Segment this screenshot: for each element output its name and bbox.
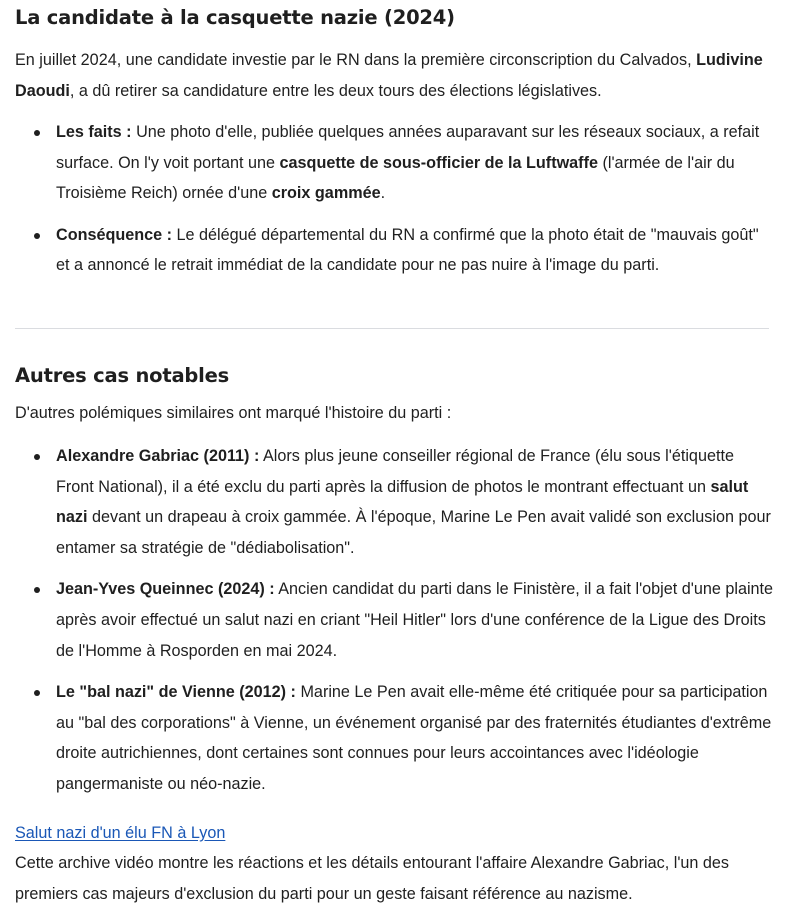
list-item-text: devant un drapeau à croix gammée. À l'époque, Marine Le Pen avait validé son exclusion pour entamer sa stratégie de "dédiabolisation". [56, 508, 771, 557]
list-item-emphasis: salut nazi [56, 477, 749, 527]
list-item-text: Le délégué départemental du RN a confirmé que la photo était de "mauvais goût" et a annoncé le retrait immédiat de la candidate pour ne pas nuire à l'image du parti. [56, 225, 759, 275]
list-item-label: Alexandre Gabriac (2011) : [56, 447, 260, 465]
section-heading-other-cases: Autres cas notables [15, 364, 230, 387]
section-divider [15, 328, 769, 329]
list-item-label: Les faits : [56, 123, 132, 141]
list-item-faits [15, 117, 775, 209]
list-item-label: Le "bal nazi" de Vienne (2012) : [56, 683, 296, 702]
list-item-text: Alors plus jeune conseiller régional de France (élu sous l'étiquette Front National), il a été exclu du parti après la diffusion de photos le montrant effectuant un [56, 447, 734, 496]
intro-text: En juillet 2024, une candidate investie par le RN dans la première circonscription du Calvados, [15, 51, 697, 69]
candidate-facts-list [15, 117, 775, 281]
section-intro-other-cases: D'autres polémiques similaires ont marqué l'histoire du parti : [15, 404, 452, 422]
other-cases-list [15, 441, 775, 800]
list-item-gabriac [15, 441, 775, 563]
list-item-bal-vienne [15, 677, 775, 799]
source-video-link[interactable]: Salut nazi d'un élu FN à Lyon [15, 824, 226, 842]
section-heading-candidate: La candidate à la casquette nazie (2024) [15, 6, 455, 29]
list-item-label: Conséquence : [56, 225, 173, 244]
list-item-text: Une photo d'elle, publiée quelques années auparavant sur les réseaux sociaux, a refait surface. On l'y voit portant une [56, 123, 760, 172]
section-intro-candidate [15, 45, 770, 106]
list-item-queinnec [15, 574, 775, 666]
candidate-name: Ludivine Daoudi [15, 51, 763, 100]
list-item-emphasis: casquette de sous-officier de la Luftwaffe [279, 153, 598, 172]
list-item-text: Marine Le Pen avait elle-même été critiquée pour sa participation au "bal des corporations" à Vienne, un événement organisé par des fraternités étudiantes d'extrême droite autrichiennes, dont certaines sont connues pour leurs accointances avec l'idéologie pangermaniste ou néo-nazie. [56, 683, 772, 793]
list-item-emphasis: croix gammée [271, 184, 381, 203]
intro-text-end: , a dû retirer sa candidature entre les deux tours des élections législatives. [69, 81, 602, 100]
list-item-consequence [15, 220, 775, 281]
list-item-text: Ancien candidat du parti dans le Finistère, il a fait l'objet d'une plainte après avoir effectué un salut nazi en criant "Heil Hitler" lors d'une conférence de la Ligue des Droits de l'Homme à Rosporden en mai 2024. [56, 580, 774, 660]
list-item-text: (l'armée de l'air du Troisième Reich) ornée d'une [56, 153, 735, 203]
list-item-label: Jean-Yves Queinnec (2024) : [56, 580, 275, 599]
source-description: Cette archive vidéo montre les réactions et les détails entourant l'affaire Alexandre Gabriac, l'un des premiers cas majeurs d'exclusion du parti pour un geste faisant référence au nazisme. [15, 854, 730, 903]
list-item-text: . [380, 184, 386, 203]
